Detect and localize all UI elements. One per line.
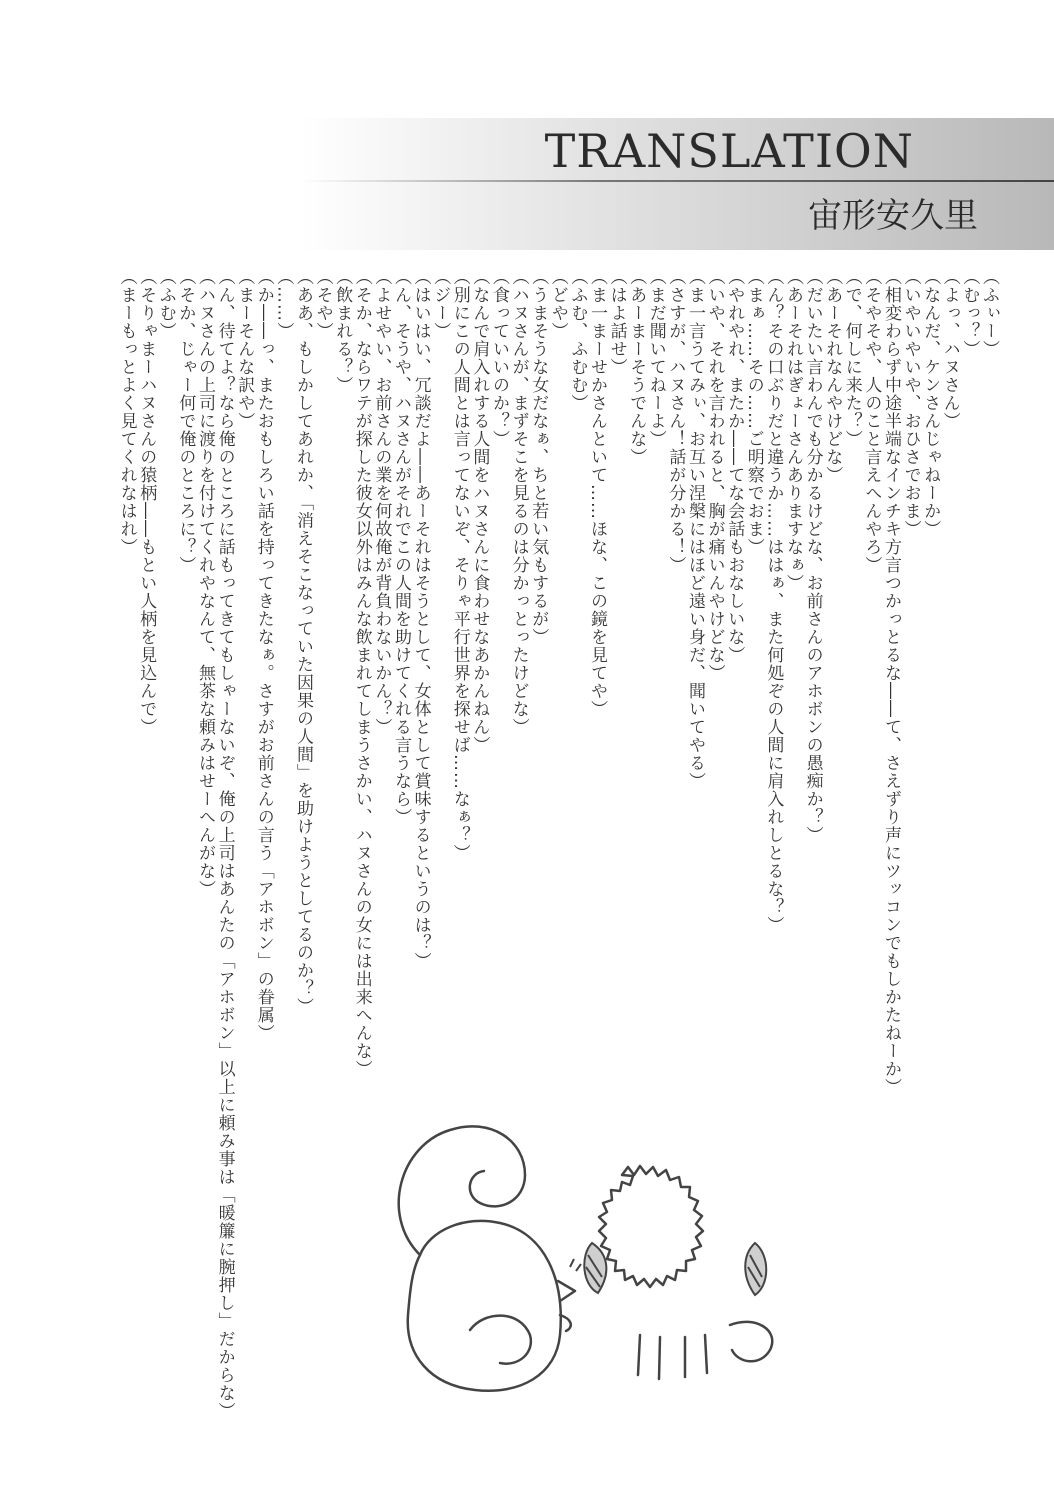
dialogue-line: （よっ、ハヌさん） xyxy=(939,268,960,430)
dialogue-line: （そか、じゃー何で俺のところに？） xyxy=(175,268,196,574)
sweat-mark xyxy=(570,1259,581,1271)
dialogue-line: （……） xyxy=(273,268,294,340)
page-title: TRANSLATION xyxy=(544,124,914,178)
dialogue-line: （ふぃー） xyxy=(979,268,999,358)
dialogue-line: （ハヌさんの上司に渡りを付けてくれやなんて、無茶な頼みはせーへんがな） xyxy=(195,268,215,898)
dialogue-line: （いや、それを言われると、胸が痛いんやけどな） xyxy=(704,268,725,682)
dialogue-line: （ん？その口ぶりだと違うか……ははぁ、また何処ぞの人間に肩入れしとるな？） xyxy=(763,268,784,934)
dialogue-line: （いやいやいや、おひさでおま） xyxy=(900,268,921,538)
creature-tail xyxy=(730,1322,772,1361)
dialogue-line: （やれやれ、またか――てな会話もおなしいな） xyxy=(724,268,745,664)
dialogue-line: （別にこの人間とは言ってないぞ、そりゃ平行世界を探せば……なぁ？） xyxy=(449,268,470,862)
author-name: 宙形安久里 xyxy=(808,196,978,236)
dialogue-line: （食っていいのか？） xyxy=(489,268,509,448)
dialogue-line: （うまそうな女だなぁ、ちと若い気もするが） xyxy=(528,268,549,646)
dialogue-line: （よせやい、お前さんの業を何故俺が背負わないかん？） xyxy=(371,268,392,736)
dialogue-line: （むっ？） xyxy=(959,268,980,358)
dialogue-line: （そやそや、人のこと言えへんやろ） xyxy=(861,268,882,574)
dialogue-line: （そか、ならワテが探した彼女以外はみんな飲まれてしまうさかい、ハヌさんの女には出来へんな） xyxy=(351,268,372,1078)
dialogue-line: （ジー） xyxy=(430,268,451,340)
dialogue-line: （か――っ、またおもしろい話を持ってきたなぁ。さすがお前さんの言う「アホボン」の眷属） xyxy=(253,268,274,1042)
bird-tail xyxy=(399,1126,525,1255)
dialogue-line: （ん、そうや、ハヌさんがそれでこの人間を助けてくれる言うなら） xyxy=(391,268,411,826)
dialogue-line: （まだ聞いてねーよ） xyxy=(645,268,666,448)
dialogue-line: （そや） xyxy=(312,268,333,340)
dialogue-line: （飲まれる？） xyxy=(332,268,353,394)
dialogue-line: （ま一まーせかさんといて……ほな、この鏡を見てや） xyxy=(587,268,607,718)
dialogue-line: （そりゃまーハヌさんの猿柄――もとい人柄を見込んで） xyxy=(136,268,157,736)
dialogue-line: （まーそんな訳や） xyxy=(234,268,255,430)
dialogue-line: （ふむ、ふむむ） xyxy=(567,268,588,412)
dialogue-line: （あーそれはぎょーさんありますなぁ） xyxy=(783,268,803,592)
dialogue-line: （なんだ、ケンさんじゃねーか） xyxy=(920,268,941,538)
dialogue-line: （ん、待てよ？なら俺のところに話もってきてもしゃーないぞ、俺の上司はあんたの「アホボン」以上に頼み事は「暖簾に腕押し」だからな） xyxy=(214,268,235,1420)
creature-legs xyxy=(638,1335,707,1379)
creature-body xyxy=(599,1166,703,1287)
dialogue-line: （だいたい言わんでも分かるけどな、お前さんのアホボンの愚痴か？） xyxy=(802,268,823,844)
character-illustration xyxy=(360,1105,820,1415)
dialogue-line: （はいはい、冗談だよ――あーそれはそうとして、女体として賞味するというのは？） xyxy=(410,268,431,970)
title-rule xyxy=(300,180,1054,182)
dialogue-line: （なんで肩入れする人間をハヌさんに食わせなあかんねん） xyxy=(469,268,490,754)
dialogue-line: （ま一言うてみぃ、お互い涅槃にはほど遠い身だ、聞いてやる） xyxy=(685,268,705,790)
dialogue-line: （ああ、もしかしてあれか、「消えそこなっていた因果の人間」を助けようとしてるのか？） xyxy=(293,268,313,1016)
dialogue-line: （どや） xyxy=(547,268,568,340)
dialogue-line: （まぁ……その……ご明察でおま） xyxy=(743,268,764,556)
dialogue-line: （あーそれなんやけどな） xyxy=(822,268,843,484)
dialogue-line: （ハヌさんが、まずそこを見るのは分かっとったけどな） xyxy=(508,268,529,736)
dialogue-line: （ふむ） xyxy=(155,268,176,340)
dialogue-line: （まーもっとよく見てくれなはれ） xyxy=(116,268,137,556)
dialogue-line: （で、何しに来た？） xyxy=(841,268,862,448)
dialogue-line: （あーまーそうでんな） xyxy=(626,268,647,466)
dialogue-line: （はよ話せ） xyxy=(606,268,627,376)
bird-body xyxy=(408,1221,561,1391)
dialogue-line: （さすが、ハヌさん！話が分かる！） xyxy=(665,268,686,574)
dialogue-line: （相変わらず中途半端なインチキ方言つかっとるな――て、さえずり声にツッコンでもしかたねーか） xyxy=(881,268,901,1096)
bird-wing xyxy=(470,1316,531,1364)
